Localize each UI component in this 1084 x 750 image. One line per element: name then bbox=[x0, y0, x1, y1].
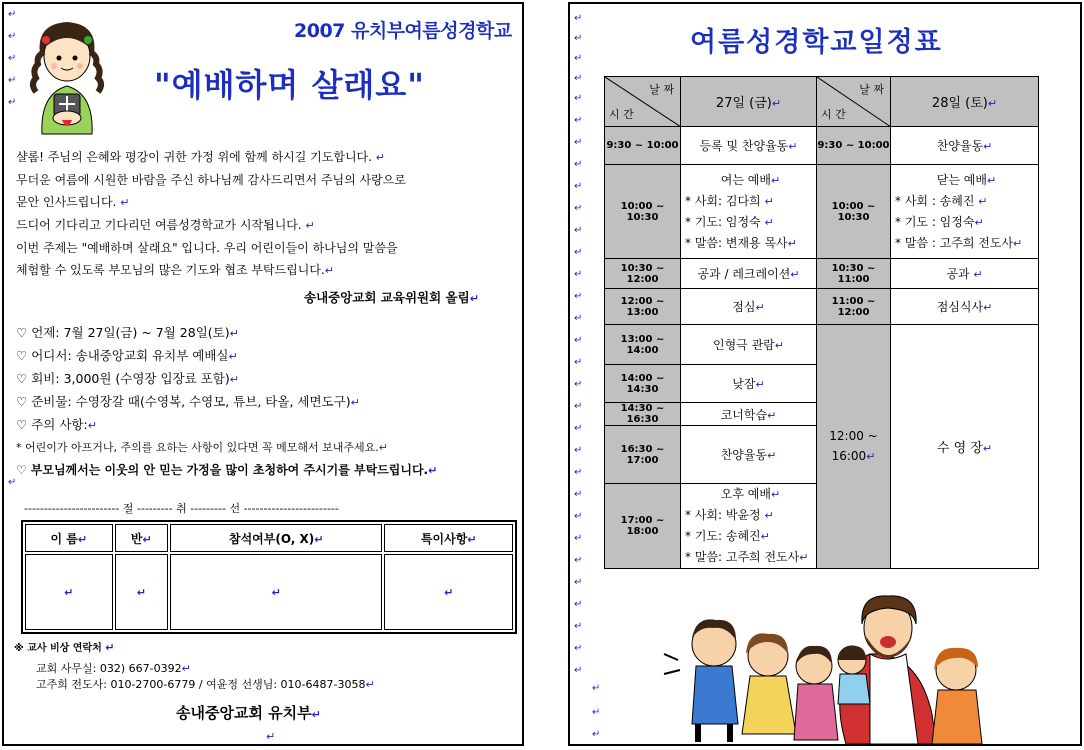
paragraph-mark: ↵ bbox=[574, 621, 583, 632]
theme-title: "예배하며 살래요" bbox=[154, 66, 425, 104]
schedule-header-row bbox=[605, 77, 1039, 127]
time-cell: 10:00 ~ 10:30 bbox=[605, 165, 681, 259]
paragraph-mark: ↵ bbox=[574, 423, 583, 434]
school-title: 2007 유치부여름성경학교 bbox=[294, 20, 512, 42]
activity-cell: 점심↵ bbox=[681, 289, 817, 325]
schedule-row bbox=[605, 325, 1039, 365]
paragraph-mark: ↵ bbox=[592, 683, 601, 694]
paragraph-mark: ↵ bbox=[574, 115, 583, 126]
schedule-table bbox=[604, 76, 1039, 569]
time-cell: 9:30 ~ 10:00 bbox=[605, 127, 681, 165]
date-time-corner bbox=[817, 77, 891, 127]
paragraph-mark: ↵ bbox=[574, 357, 583, 368]
heart-icon: ♡ bbox=[16, 371, 28, 386]
paragraph-mark: ↵ bbox=[574, 291, 583, 302]
office-phone: 교회 사무실: 032) 667-0392↵ bbox=[36, 662, 191, 675]
form-field-attendance[interactable]: ↵ bbox=[170, 554, 382, 630]
paragraph-mark: ↵ bbox=[574, 401, 583, 412]
info-supplies: ♡ 준비물: 수영장갈 때(수영복, 수영모, 튜브, 타올, 세면도구)↵ bbox=[16, 394, 360, 409]
info-caution: ♡ 주의 사항:↵ bbox=[16, 417, 97, 432]
left-page bbox=[2, 2, 524, 746]
paragraph-mark: ↵ bbox=[574, 225, 583, 236]
signature: 송내중앙교회 교육위원회 올림↵ bbox=[304, 290, 479, 305]
form-header-notes: 특이사항↵ bbox=[384, 524, 513, 552]
paragraph-mark: ↵ bbox=[574, 379, 583, 390]
jesus-children-illustration bbox=[656, 594, 1012, 744]
form-header-name: 이 름↵ bbox=[25, 524, 113, 552]
paragraph-mark: ↵ bbox=[574, 13, 583, 24]
paragraph-mark: ↵ bbox=[8, 31, 17, 42]
corner-date-label: 날 짜 bbox=[859, 83, 884, 96]
greeting-line: 샬롬! 주님의 은혜와 평강이 귀한 가정 위에 함께 하시길 기도합니다. ↵ bbox=[16, 150, 385, 164]
time-cell: 10:30 ~ 12:00 bbox=[605, 259, 681, 289]
info-fee: ♡ 회비: 3,000원 (수영장 입장료 포함)↵ bbox=[16, 371, 239, 386]
greeting-paragraph bbox=[16, 146, 522, 282]
info-where: ♡ 어디서: 송내중앙교회 유치부 예배실↵ bbox=[16, 348, 238, 363]
emergency-title: ※ 교사 비상 연락처 ↵ bbox=[14, 641, 115, 654]
time-cell: 9:30 ~ 10:00 bbox=[817, 127, 891, 165]
praying-girl-illustration bbox=[22, 14, 112, 136]
greeting-line: 문안 인사드립니다. ↵ bbox=[16, 195, 130, 209]
form-field-notes[interactable]: ↵ bbox=[384, 554, 513, 630]
corner-time-label: 시 간 bbox=[609, 108, 634, 121]
activity-cell: 공과 ↵ bbox=[891, 259, 1039, 289]
time-cell: 12:00 ~ 13:00 bbox=[605, 289, 681, 325]
activity-cell: 찬양율동↵ bbox=[891, 127, 1039, 165]
schedule-row bbox=[605, 127, 1039, 165]
schedule-row bbox=[605, 289, 1039, 325]
paragraph-mark: ↵ bbox=[574, 643, 583, 654]
cut-line: ------------------------ 절 --------- 취 --------- 선 ------------------------ bbox=[24, 502, 339, 515]
day1-header: 27일 (금)↵ bbox=[681, 77, 817, 127]
time-cell: 14:30 ~ 16:30 bbox=[605, 403, 681, 426]
form-field-class[interactable]: ↵ bbox=[115, 554, 169, 630]
paragraph-mark: ↵ bbox=[574, 73, 583, 84]
activity-cell: 코너학습↵ bbox=[681, 403, 817, 426]
date-time-corner bbox=[605, 77, 681, 127]
paragraph-mark: ↵ bbox=[8, 53, 17, 64]
heart-icon: ♡ bbox=[16, 325, 28, 340]
paragraph-mark: ↵ bbox=[574, 137, 583, 148]
heart-icon: ♡ bbox=[16, 348, 28, 363]
parents-invite: ♡ 부모님께서는 이웃의 안 믿는 가정을 많이 초청하여 주시기를 부탁드립니다.↵ bbox=[16, 463, 438, 477]
heart-icon: ♡ bbox=[16, 394, 28, 409]
activity-cell: 인형극 관람↵ bbox=[681, 325, 817, 365]
greeting-line: 무더운 여름에 시원한 바람을 주신 하나님께 감사드리면서 주님의 사랑으로 bbox=[16, 173, 406, 187]
time-cell: 17:00 ~ 18:00 bbox=[605, 484, 681, 569]
time-cell: 16:30 ~ 17:00 bbox=[605, 426, 681, 484]
schedule-title: 여름성경학교일정표 bbox=[690, 27, 943, 58]
time-cell: 14:00 ~ 14:30 bbox=[605, 365, 681, 403]
day2-header: 28일 (토)↵ bbox=[891, 77, 1039, 127]
corner-time-label: 시 간 bbox=[821, 108, 846, 121]
paragraph-mark: ↵ bbox=[574, 269, 583, 280]
form-header-row bbox=[25, 524, 513, 552]
corner-date-label: 날 짜 bbox=[649, 83, 674, 96]
paragraph-mark: ↵ bbox=[266, 730, 276, 743]
paragraph-mark: ↵ bbox=[574, 467, 583, 478]
paragraph-mark: ↵ bbox=[8, 75, 17, 86]
paragraph-mark: ↵ bbox=[574, 665, 583, 676]
info-when: ♡ 언제: 7월 27일(금) ~ 7월 28일(토)↵ bbox=[16, 325, 239, 340]
paragraph-mark: ↵ bbox=[574, 203, 583, 214]
schedule-row bbox=[605, 165, 1039, 259]
paragraph-mark: ↵ bbox=[8, 477, 17, 488]
teacher-phones: 고주희 전도사: 010-2700-6779 / 여윤정 선생님: 010-6487-3058↵ bbox=[36, 678, 375, 691]
event-info bbox=[16, 322, 524, 482]
paragraph-mark: ↵ bbox=[574, 247, 583, 258]
time-cell: 10:00 ~ 10:30 bbox=[817, 165, 891, 259]
paragraph-mark: ↵ bbox=[574, 489, 583, 500]
form-header-attendance: 참석여부(O, X)↵ bbox=[170, 524, 382, 552]
heart-icon: ♡ bbox=[16, 417, 28, 432]
paragraph-mark: ↵ bbox=[574, 93, 583, 104]
registration-form bbox=[21, 520, 517, 634]
emergency-contacts bbox=[14, 638, 375, 695]
activity-cell: 공과 / 레크레이션↵ bbox=[681, 259, 817, 289]
paragraph-mark: ↵ bbox=[574, 533, 583, 544]
activity-cell: 찬양율동↵ bbox=[681, 426, 817, 484]
greeting-line: 체험할 수 있도록 부모님의 많은 기도와 협조 부탁드립니다.↵ bbox=[16, 263, 334, 277]
paragraph-mark: ↵ bbox=[574, 313, 583, 324]
time-cell: 10:30 ~ 11:00 bbox=[817, 259, 891, 289]
paragraph-mark: ↵ bbox=[592, 707, 601, 718]
closing-worship-cell: 닫는 예배↵ * 사회 : 송혜진 ↵ * 기도 : 임정숙↵ * 말씀 : 고주희 전도사↵ bbox=[891, 165, 1039, 259]
caution-note: * 어린이가 아프거나, 주의를 요하는 사항이 있다면 꼭 메모해서 보내주세요.↵ bbox=[16, 441, 388, 454]
activity-cell: 등록 및 찬양율동↵ bbox=[681, 127, 817, 165]
activity-cell: 낮잠↵ bbox=[681, 365, 817, 403]
paragraph-mark: ↵ bbox=[574, 335, 583, 346]
church-name: 송내중앙교회 유치부↵ bbox=[176, 704, 321, 722]
time-cell: 13:00 ~ 14:00 bbox=[605, 325, 681, 365]
paragraph-mark: ↵ bbox=[574, 159, 583, 170]
paragraph-mark: ↵ bbox=[8, 9, 17, 20]
paragraph-mark: ↵ bbox=[592, 729, 601, 740]
schedule-row bbox=[605, 259, 1039, 289]
right-page bbox=[568, 2, 1082, 746]
paragraph-mark: ↵ bbox=[574, 511, 583, 522]
activity-cell: 점심식사↵ bbox=[891, 289, 1039, 325]
greeting-line: 이번 주제는 "예배하며 살래요" 입니다. 우리 어린이들이 하나님의 말씀을 bbox=[16, 241, 398, 255]
form-field-name[interactable]: ↵ bbox=[25, 554, 113, 630]
paragraph-mark: ↵ bbox=[574, 33, 583, 44]
paragraph-mark: ↵ bbox=[574, 445, 583, 456]
paragraph-mark: ↵ bbox=[574, 53, 583, 64]
paragraph-mark: ↵ bbox=[574, 599, 583, 610]
swimming-pool-cell: 수 영 장↵ bbox=[891, 325, 1039, 569]
paragraph-mark: ↵ bbox=[574, 555, 583, 566]
afternoon-worship-cell: 오후 예배↵ * 사회: 박윤정 ↵ * 기도: 송혜진↵ * 말씀: 고주희 전도사↵ bbox=[681, 484, 817, 569]
form-header-class: 반↵ bbox=[115, 524, 169, 552]
paragraph-mark: ↵ bbox=[574, 577, 583, 588]
greeting-line: 드디어 기다리고 기다리던 여름성경학교가 시작됩니다. ↵ bbox=[16, 218, 315, 232]
paragraph-mark: ↵ bbox=[8, 97, 17, 108]
heart-icon: ♡ bbox=[16, 463, 27, 477]
paragraph-mark: ↵ bbox=[574, 181, 583, 192]
swim-time-cell: 12:00 ~ 16:00↵ bbox=[817, 325, 891, 569]
opening-worship-cell: 여는 예배↵ * 사회: 김다희 ↵ * 기도: 임정숙 ↵ * 말씀: 변재용 목사↵ bbox=[681, 165, 817, 259]
time-cell: 11:00 ~ 12:00 bbox=[817, 289, 891, 325]
form-entry-row bbox=[25, 554, 513, 630]
